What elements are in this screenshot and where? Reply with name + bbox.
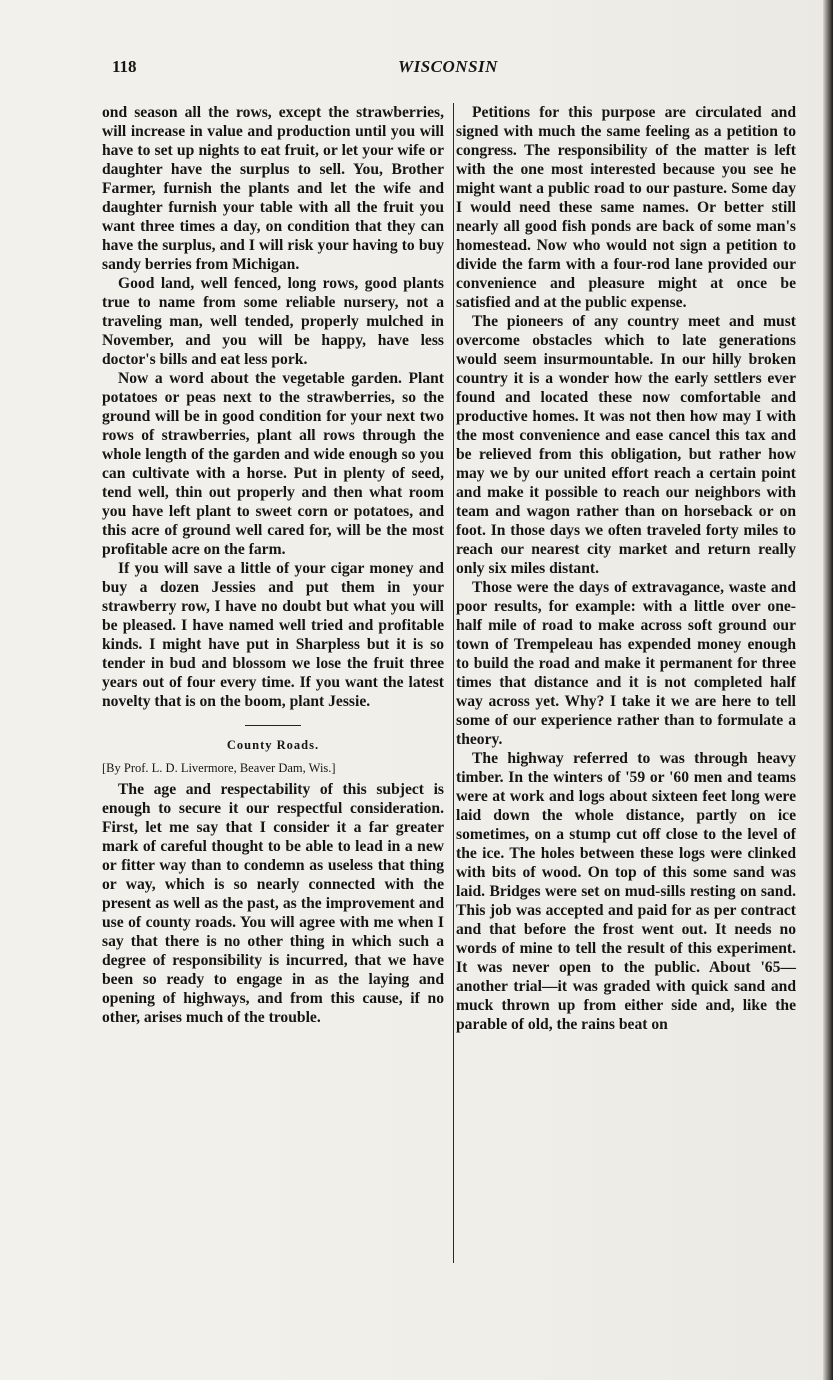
page-header (112, 57, 532, 79)
right-column (456, 103, 796, 1034)
paragraph: Now a word about the vegetable garden. Plant potatoes or peas next to the strawberries, so the ground will be in good condition for your next two rows of strawberries, plant all rows through the whole length of the garden and wide enough so you can cultivate with a horse. Put in plenty of seed, tend well, thin out properly and then what room you have left plant to sweet corn or potatoes, and this acre of ground well cared for, will be the most profitable acre on the farm. (102, 370, 444, 558)
paragraph: The age and respectability of this subject is enough to secure it our respectful consideration. First, let me say that I consider it a far greater mark of careful thought to be able to lead in a new or fitter way than to condemn as useless that thing or way, which is so nearly connected with the present as well as the past, as the improvement and use of county roads. You will agree with me when I say that there is no other thing in which such a degree of responsibility is incurred, that we have been so ready to engage in as the laying and opening of highways, and from this cause, if no other, arises much of the trouble. (102, 781, 444, 1026)
paragraph: If you will save a little of your cigar money and buy a dozen Jessies and put them in your strawberry row, I have no doubt but what you will be pleased. I have named well tried and profitable kinds. I might have put in Sharpless but it is so tender in bud and blossom we lose the fruit three years out of four every time. If you want the latest novelty that is on the boom, plant Jessie. (102, 560, 444, 710)
page-number: 118 (112, 57, 137, 76)
paragraph: The pioneers of any country meet and must overcome obstacles which to late generations would seem insurmountable. In our hilly broken country it is a wonder how the early settlers ever found and located these now comfortable and productive homes. It was not then how may I with the most convenience and ease cancel this tax and be relieved from this obligation, but rather how may we by our united effort reach a certain point and make it possible to reach our neighbors with team and wagon rather than on horseback or on foot. In those days we often traveled forty miles to reach our nearest city market and return really only six miles distant. (456, 313, 796, 577)
section-title: County Roads. (226, 738, 320, 752)
left-column (102, 103, 444, 1027)
running-head: WISCONSIN (398, 57, 498, 76)
author-byline: [By Prof. L. D. Livermore, Beaver Dam, Wis.] (102, 761, 336, 775)
paragraph: ond season all the rows, except the strawberries, will increase in value and production until you will have to set up nights to eat fruit, or let your wife or daughter have the surplus to sell. You, Brother Farmer, furnish the plants and let the wife and daughter furnish your table with all the fruit you want three times a day, on condition that they can have the surplus, and I will risk your having to buy sandy berries from Michigan. (102, 104, 444, 273)
section-divider (245, 725, 301, 726)
paragraph: The highway referred to was through heavy timber. In the winters of '59 or '60 men and teams were at work and logs about sixteen feet long were laid down the whole distance, partly on ice sometimes, on a stump cut off close to the level of the ice. The holes between these logs were clinked with bits of wood. On top of this some sand was laid. Bridges were set on mud-sills resting on sand. This job was accepted and paid for as per contract and that before the frost went out. It needs no words of mine to tell the result of this experiment. It was never open to the public. About '65—another trial—it was graded with quick sand and muck thrown up from either side and, like the parable of old, the rains beat on (456, 750, 796, 1033)
paragraph: Those were the days of extravagance, waste and poor results, for example: with a little over one-half mile of road to make across soft ground our town of Trempeleau has expended money enough to build the road and make it permanent for three times that distance and it is not completed half way across yet. Why? I take it we are here to tell some of our experience rather than to formulate a theory. (456, 579, 796, 748)
page-edge-shadow (823, 0, 833, 1380)
paragraph: Good land, well fenced, long rows, good plants true to name from some reliable nursery, not a traveling man, well tended, properly mulched in November, and you will be happy, have less doctor's bills and eat less pork. (102, 275, 444, 368)
paragraph: Petitions for this purpose are circulated and signed with much the same feeling as a petition to congress. The responsibility of the matter is left with the one most interested because you see he might want a public road to our pasture. Some day I would need these same names. Or better still nearly all good fish ponds are back of some man's homestead. Now who would not sign a petition to divide the farm with a four-rod lane provided our convenience and pleasure might at once be satisfied and at the public expense. (456, 104, 796, 311)
column-divider (453, 103, 454, 1263)
